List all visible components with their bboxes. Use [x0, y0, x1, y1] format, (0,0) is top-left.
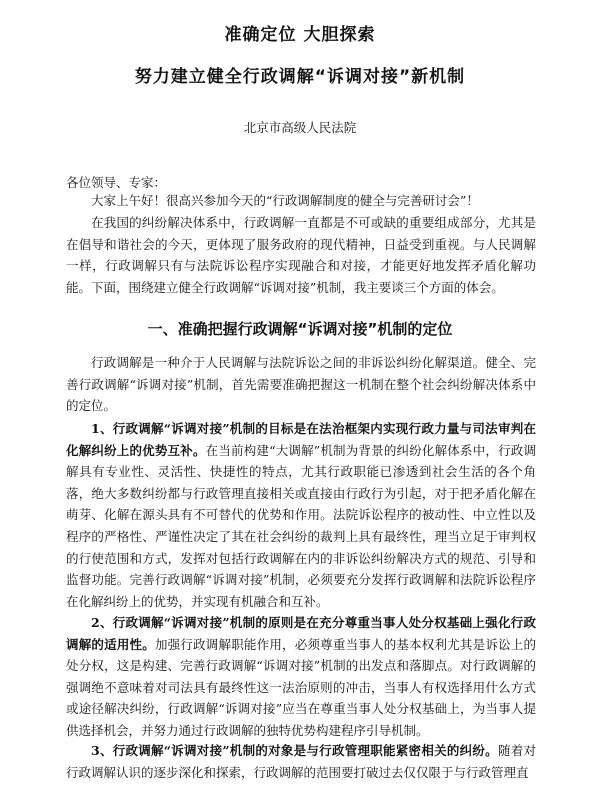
document-title-line1: 准确定位 大胆探索 [224, 25, 376, 45]
point-2-paragraph [66, 612, 536, 742]
document-title-line2: 努力建立健全行政调解“诉调对接”新机制 [134, 67, 466, 87]
point-1-lead: 1、行政调解“诉调对接”机制的目标是在法治框架内实现行政力量与司法审判在化解纠纷上的优势互补。 [66, 421, 536, 458]
point-3-paragraph [66, 740, 536, 783]
intro-paragraph-2: 在我国的纠纷解决体系中，行政调解一直都是不可或缺的重要组成部分，尤其是在倡导和谐社会的今天，更体现了服务政府的现代精神，日益受到重视。与人民调解一样，行政调解只有与法院诉讼程序实现融合和对接，才能更好地发挥矛盾化解功能。下面，围绕建立健全行政调解“诉调对接”机制，我主要谈三个方面的体会。 [66, 215, 536, 295]
section-1-intro: 行政调解是一种介于人民调解与法院诉讼之间的非诉讼纠纷化解渠道。健全、完善行政调解“诉调对接”机制，首先需要准确把握这一机制在整个社会纠纷解决体系中的定位。 [66, 355, 536, 414]
salutation: 各位领导、专家： [66, 175, 167, 190]
point-1-paragraph [66, 418, 536, 612]
point-2-body: 加强行政调解职能作用，必须尊重当事人的基本权利尤其是诉讼上的处分权，这是构建、完善行政调解“诉调对接”机制的出发点和落脚点。对行政调解的强调绝不意味着对司法具有最终性这一法治原则的冲击，当事人有权选择用什么方式或途径解决纠纷，行政调解“诉调对接”应当在尊重当事人处分权基础上，为当事人提供选择机会，并努力通过行政调解的独特优势构建程序引导机制。 [66, 636, 536, 738]
document-author: 北京市高级人民法院 [243, 120, 357, 135]
section-1-heading: 一、准确把握行政调解“诉调对接”机制的定位 [147, 320, 453, 338]
point-3-body: 随着对行政调解认识的逐步深化和探索，行政调解的范围要打破过去仅仅限于与行政管理直 [66, 743, 536, 780]
point-2-lead: 2、行政调解“诉调对接”机制的原则是在充分尊重当事人处分权基础上强化行政调解的适用性。 [66, 615, 536, 652]
intro-paragraph-1: 大家上午好！很高兴参加今天的“行政调解制度的健全与完善研讨会”！ [91, 193, 479, 208]
point-1-body: 在当前构建“大调解”机制为背景的纠纷化解体系中，行政调解具有专业性、灵活性、快捷性的特点，尤其行政职能已渗透到社会生活的各个角落，绝大多数纠纷都与行政管理直接相关或直接由行政行为引起，对于把矛盾化解在萌芽、化解在源头具有不可替代的优势和作用。法院诉讼程序的被动性、中立性以及程序的严格性、严谨性决定了其在社会纠纷的裁判上具有最终性，理当立足于审判权的行使范围和方式，发挥对包括行政调解在内的非诉讼纠纷解决方式的规范、引导和监督功能。完善行政调解“诉调对接”机制，必须要充分发挥行政调解和法院诉讼程序在化解纠纷上的优势，并实现有机融合和互补。 [66, 442, 536, 609]
point-3-lead: 3、行政调解“诉调对接”机制的对象是与行政管理职能紧密相关的纠纷。 [91, 743, 498, 758]
